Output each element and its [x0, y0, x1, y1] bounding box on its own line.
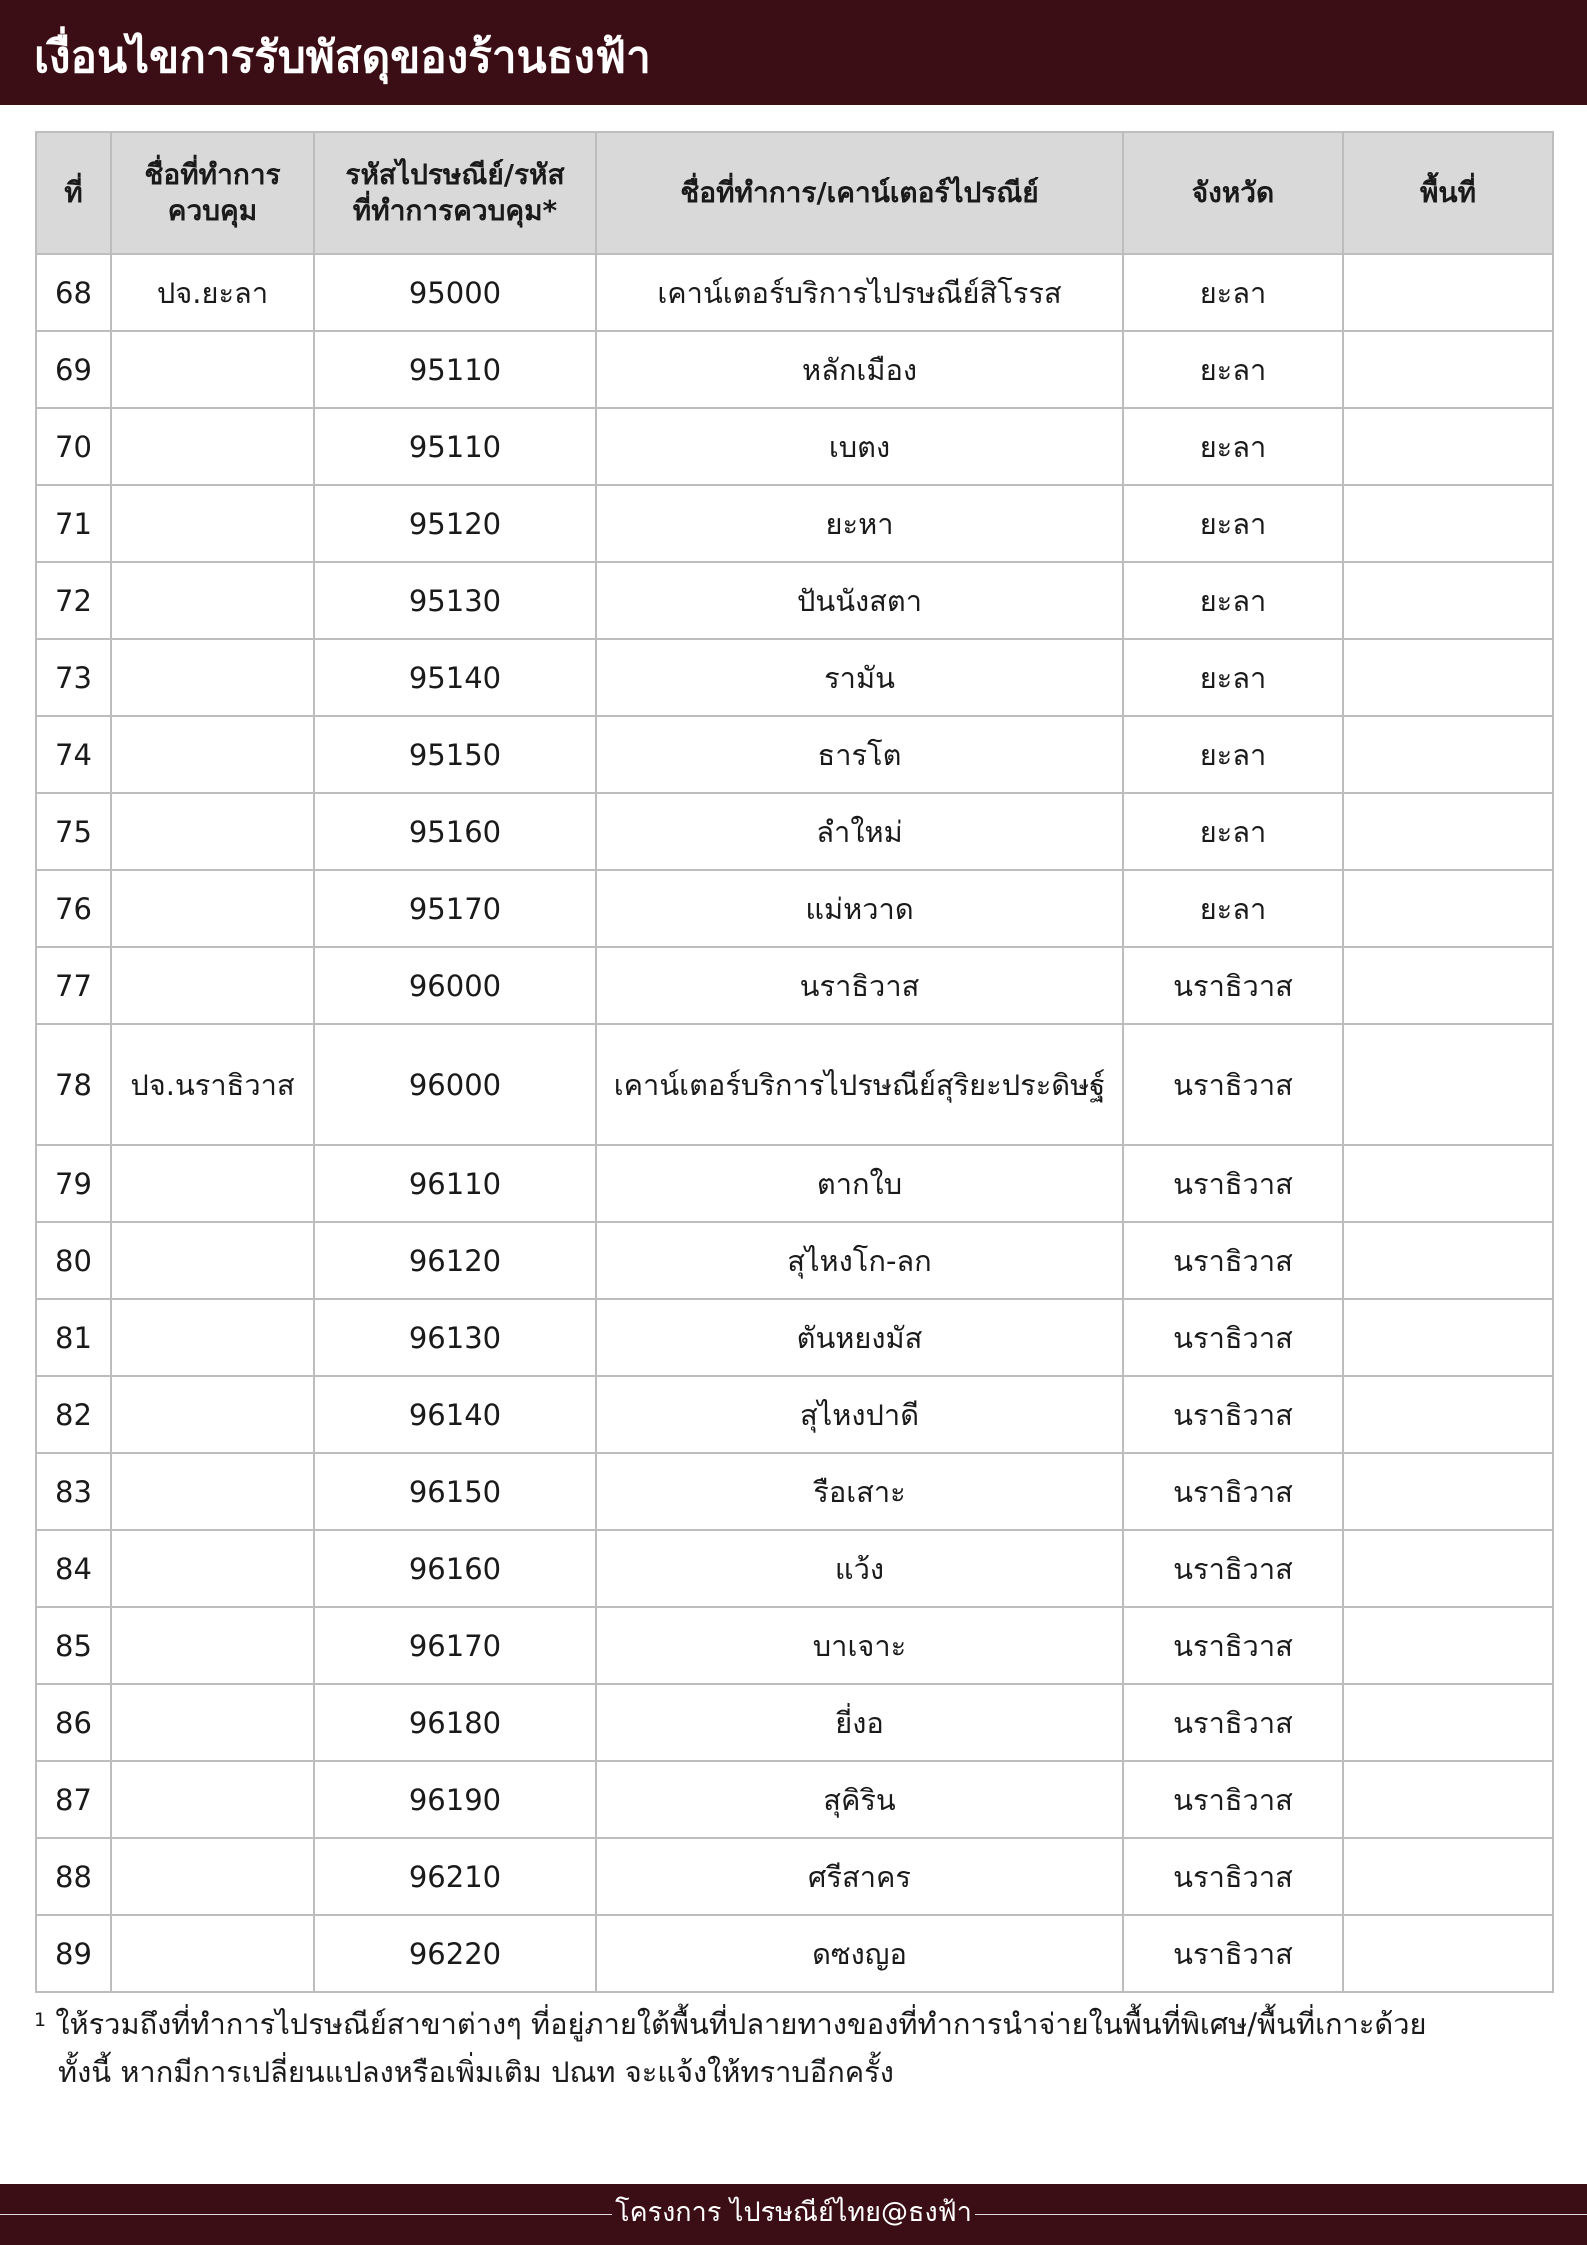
cell-number: 83: [36, 1453, 111, 1530]
cell-office-name: ธารโต: [596, 716, 1123, 793]
footnote-line-1: [34, 2000, 1554, 2048]
cell-office-name: สุไหงปาดี: [596, 1376, 1123, 1453]
cell-province: นราธิวาส: [1123, 1299, 1343, 1376]
cell-number: 79: [36, 1145, 111, 1222]
cell-control-office: [111, 1145, 314, 1222]
cell-area: [1343, 485, 1553, 562]
cell-province: นราธิวาส: [1123, 947, 1343, 1024]
table-row: [36, 1453, 1553, 1530]
cell-area: [1343, 1376, 1553, 1453]
cell-number: 84: [36, 1530, 111, 1607]
cell-number: 81: [36, 1299, 111, 1376]
cell-area: [1343, 1530, 1553, 1607]
cell-number: 82: [36, 1376, 111, 1453]
cell-number: 72: [36, 562, 111, 639]
cell-area: [1343, 1607, 1553, 1684]
cell-number: 75: [36, 793, 111, 870]
cell-number: 76: [36, 870, 111, 947]
table-row: [36, 1376, 1553, 1453]
post-office-table: [35, 131, 1554, 1993]
cell-area: [1343, 408, 1553, 485]
cell-postcode: 96140: [314, 1376, 596, 1453]
cell-control-office: [111, 870, 314, 947]
cell-office-name: ตากใบ: [596, 1145, 1123, 1222]
cell-postcode: 96160: [314, 1530, 596, 1607]
cell-office-name: รามัน: [596, 639, 1123, 716]
cell-office-name: สุคิริน: [596, 1761, 1123, 1838]
cell-province: นราธิวาส: [1123, 1761, 1343, 1838]
cell-number: 80: [36, 1222, 111, 1299]
cell-province: ยะลา: [1123, 716, 1343, 793]
cell-office-name: ลำใหม่: [596, 793, 1123, 870]
table-row: [36, 1761, 1553, 1838]
cell-postcode: 96170: [314, 1607, 596, 1684]
footnote-text-1: ให้รวมถึงที่ทำการไปรษณีย์สาขาต่างๆ ที่อยู่ภายใต้พื้นที่ปลายทางของที่ทำการนำจ่ายในพื้นที่พิเศษ/พื้นที่เกาะด้วย: [55, 2007, 1427, 2041]
cell-control-office: [111, 716, 314, 793]
cell-control-office: [111, 1838, 314, 1915]
cell-control-office: [111, 485, 314, 562]
cell-office-name: นราธิวาส: [596, 947, 1123, 1024]
cell-number: 86: [36, 1684, 111, 1761]
cell-office-name: แม่หวาด: [596, 870, 1123, 947]
cell-control-office: ปจ.นราธิวาส: [111, 1024, 314, 1145]
cell-number: 87: [36, 1761, 111, 1838]
cell-area: [1343, 331, 1553, 408]
cell-area: [1343, 1299, 1553, 1376]
cell-office-name: เบตง: [596, 408, 1123, 485]
footnote: [34, 2000, 1554, 2096]
cell-province: นราธิวาส: [1123, 1915, 1343, 1992]
cell-control-office: [111, 1761, 314, 1838]
table-row: [36, 1145, 1553, 1222]
cell-postcode: 96220: [314, 1915, 596, 1992]
cell-area: [1343, 1453, 1553, 1530]
cell-province: นราธิวาส: [1123, 1530, 1343, 1607]
table-row: [36, 562, 1553, 639]
cell-province: นราธิวาส: [1123, 1024, 1343, 1145]
cell-office-name: ปันนังสตา: [596, 562, 1123, 639]
table-row: [36, 1024, 1553, 1145]
table-row: [36, 485, 1553, 562]
cell-control-office: [111, 1684, 314, 1761]
cell-postcode: 95160: [314, 793, 596, 870]
cell-postcode: 96190: [314, 1761, 596, 1838]
cell-area: [1343, 1222, 1553, 1299]
cell-province: ยะลา: [1123, 254, 1343, 331]
footer-text: โครงการ ไปรษณีย์ไทย@ธงฟ้า: [615, 2197, 972, 2228]
header-control-office: ชื่อที่ทำการควบคุม: [111, 132, 314, 254]
cell-postcode: 96210: [314, 1838, 596, 1915]
cell-control-office: [111, 1222, 314, 1299]
table-row: [36, 1222, 1553, 1299]
header-postcode: รหัสไปรษณีย์/รหัสที่ทำการควบคุม*: [314, 132, 596, 254]
cell-office-name: ยะหา: [596, 485, 1123, 562]
cell-control-office: [111, 1915, 314, 1992]
cell-postcode: 96000: [314, 947, 596, 1024]
cell-postcode: 95120: [314, 485, 596, 562]
cell-province: นราธิวาส: [1123, 1222, 1343, 1299]
cell-area: [1343, 1684, 1553, 1761]
table-row: [36, 1299, 1553, 1376]
cell-area: [1343, 1761, 1553, 1838]
cell-area: [1343, 947, 1553, 1024]
cell-postcode: 95130: [314, 562, 596, 639]
cell-office-name: เคาน์เตอร์บริการไปรษณีย์สุริยะประดิษฐ์: [596, 1024, 1123, 1145]
cell-office-name: สุไหงโก-ลก: [596, 1222, 1123, 1299]
cell-province: ยะลา: [1123, 331, 1343, 408]
cell-area: [1343, 639, 1553, 716]
table-body: [36, 254, 1553, 1992]
cell-postcode: 96000: [314, 1024, 596, 1145]
cell-number: 85: [36, 1607, 111, 1684]
cell-area: [1343, 1145, 1553, 1222]
table-row: [36, 793, 1553, 870]
table-row: [36, 1530, 1553, 1607]
table-row: [36, 1684, 1553, 1761]
table-row: [36, 947, 1553, 1024]
cell-province: ยะลา: [1123, 870, 1343, 947]
cell-control-office: [111, 1299, 314, 1376]
header-number: ที่: [36, 132, 111, 254]
cell-control-office: [111, 1376, 314, 1453]
cell-province: นราธิวาส: [1123, 1684, 1343, 1761]
cell-control-office: ปจ.ยะลา: [111, 254, 314, 331]
cell-postcode: 95170: [314, 870, 596, 947]
cell-area: [1343, 1838, 1553, 1915]
cell-province: ยะลา: [1123, 562, 1343, 639]
cell-province: นราธิวาส: [1123, 1607, 1343, 1684]
cell-office-name: หลักเมือง: [596, 331, 1123, 408]
header-office-name: ชื่อที่ทำการ/เคาน์เตอร์ไปรณีย์: [596, 132, 1123, 254]
cell-area: [1343, 254, 1553, 331]
cell-number: 69: [36, 331, 111, 408]
cell-postcode: 96150: [314, 1453, 596, 1530]
page-title: เงื่อนไขการรับพัสดุของร้านธงฟ้า: [34, 32, 651, 83]
cell-postcode: 95110: [314, 408, 596, 485]
table-row: [36, 1915, 1553, 1992]
cell-province: ยะลา: [1123, 408, 1343, 485]
cell-control-office: [111, 947, 314, 1024]
cell-number: 89: [36, 1915, 111, 1992]
cell-postcode: 95110: [314, 331, 596, 408]
cell-area: [1343, 562, 1553, 639]
footer-bar: [0, 2184, 1587, 2245]
cell-number: 68: [36, 254, 111, 331]
cell-office-name: ยี่งอ: [596, 1684, 1123, 1761]
cell-number: 88: [36, 1838, 111, 1915]
table-header-row: [36, 132, 1553, 254]
cell-area: [1343, 1024, 1553, 1145]
cell-province: นราธิวาส: [1123, 1838, 1343, 1915]
cell-postcode: 95150: [314, 716, 596, 793]
footnote-marker: 1: [34, 2009, 47, 2031]
table-row: [36, 1838, 1553, 1915]
cell-area: [1343, 716, 1553, 793]
cell-postcode: 96110: [314, 1145, 596, 1222]
table-row: [36, 639, 1553, 716]
cell-province: นราธิวาส: [1123, 1145, 1343, 1222]
footnote-line-2: ทั้งนี้ หากมีการเปลี่ยนแปลงหรือเพิ่มเติม ปณท จะแจ้งให้ทราบอีกครั้ง: [58, 2055, 894, 2089]
cell-office-name: เคาน์เตอร์บริการไปรษณีย์สิโรรส: [596, 254, 1123, 331]
cell-area: [1343, 1915, 1553, 1992]
cell-office-name: ศรีสาคร: [596, 1838, 1123, 1915]
cell-number: 78: [36, 1024, 111, 1145]
cell-province: นราธิวาส: [1123, 1376, 1343, 1453]
cell-postcode: 95140: [314, 639, 596, 716]
cell-province: ยะลา: [1123, 639, 1343, 716]
cell-control-office: [111, 408, 314, 485]
table-row: [36, 870, 1553, 947]
table-row: [36, 254, 1553, 331]
cell-control-office: [111, 1453, 314, 1530]
cell-control-office: [111, 793, 314, 870]
cell-control-office: [111, 1530, 314, 1607]
table-row: [36, 331, 1553, 408]
cell-postcode: 96130: [314, 1299, 596, 1376]
cell-number: 74: [36, 716, 111, 793]
cell-number: 73: [36, 639, 111, 716]
cell-postcode: 95000: [314, 254, 596, 331]
cell-postcode: 96180: [314, 1684, 596, 1761]
cell-control-office: [111, 562, 314, 639]
cell-control-office: [111, 639, 314, 716]
cell-area: [1343, 870, 1553, 947]
cell-control-office: [111, 331, 314, 408]
cell-province: นราธิวาส: [1123, 1453, 1343, 1530]
cell-number: 71: [36, 485, 111, 562]
header-province: จังหวัด: [1123, 132, 1343, 254]
cell-office-name: ดซงญอ: [596, 1915, 1123, 1992]
title-bar: [0, 0, 1587, 105]
cell-control-office: [111, 1607, 314, 1684]
table-row: [36, 408, 1553, 485]
table-row: [36, 716, 1553, 793]
cell-office-name: ตันหยงมัส: [596, 1299, 1123, 1376]
cell-number: 77: [36, 947, 111, 1024]
cell-province: ยะลา: [1123, 485, 1343, 562]
table-row: [36, 1607, 1553, 1684]
cell-province: ยะลา: [1123, 793, 1343, 870]
cell-area: [1343, 793, 1553, 870]
header-area: พื้นที่: [1343, 132, 1553, 254]
cell-number: 70: [36, 408, 111, 485]
cell-postcode: 96120: [314, 1222, 596, 1299]
cell-office-name: รือเสาะ: [596, 1453, 1123, 1530]
cell-office-name: บาเจาะ: [596, 1607, 1123, 1684]
cell-office-name: แว้ง: [596, 1530, 1123, 1607]
